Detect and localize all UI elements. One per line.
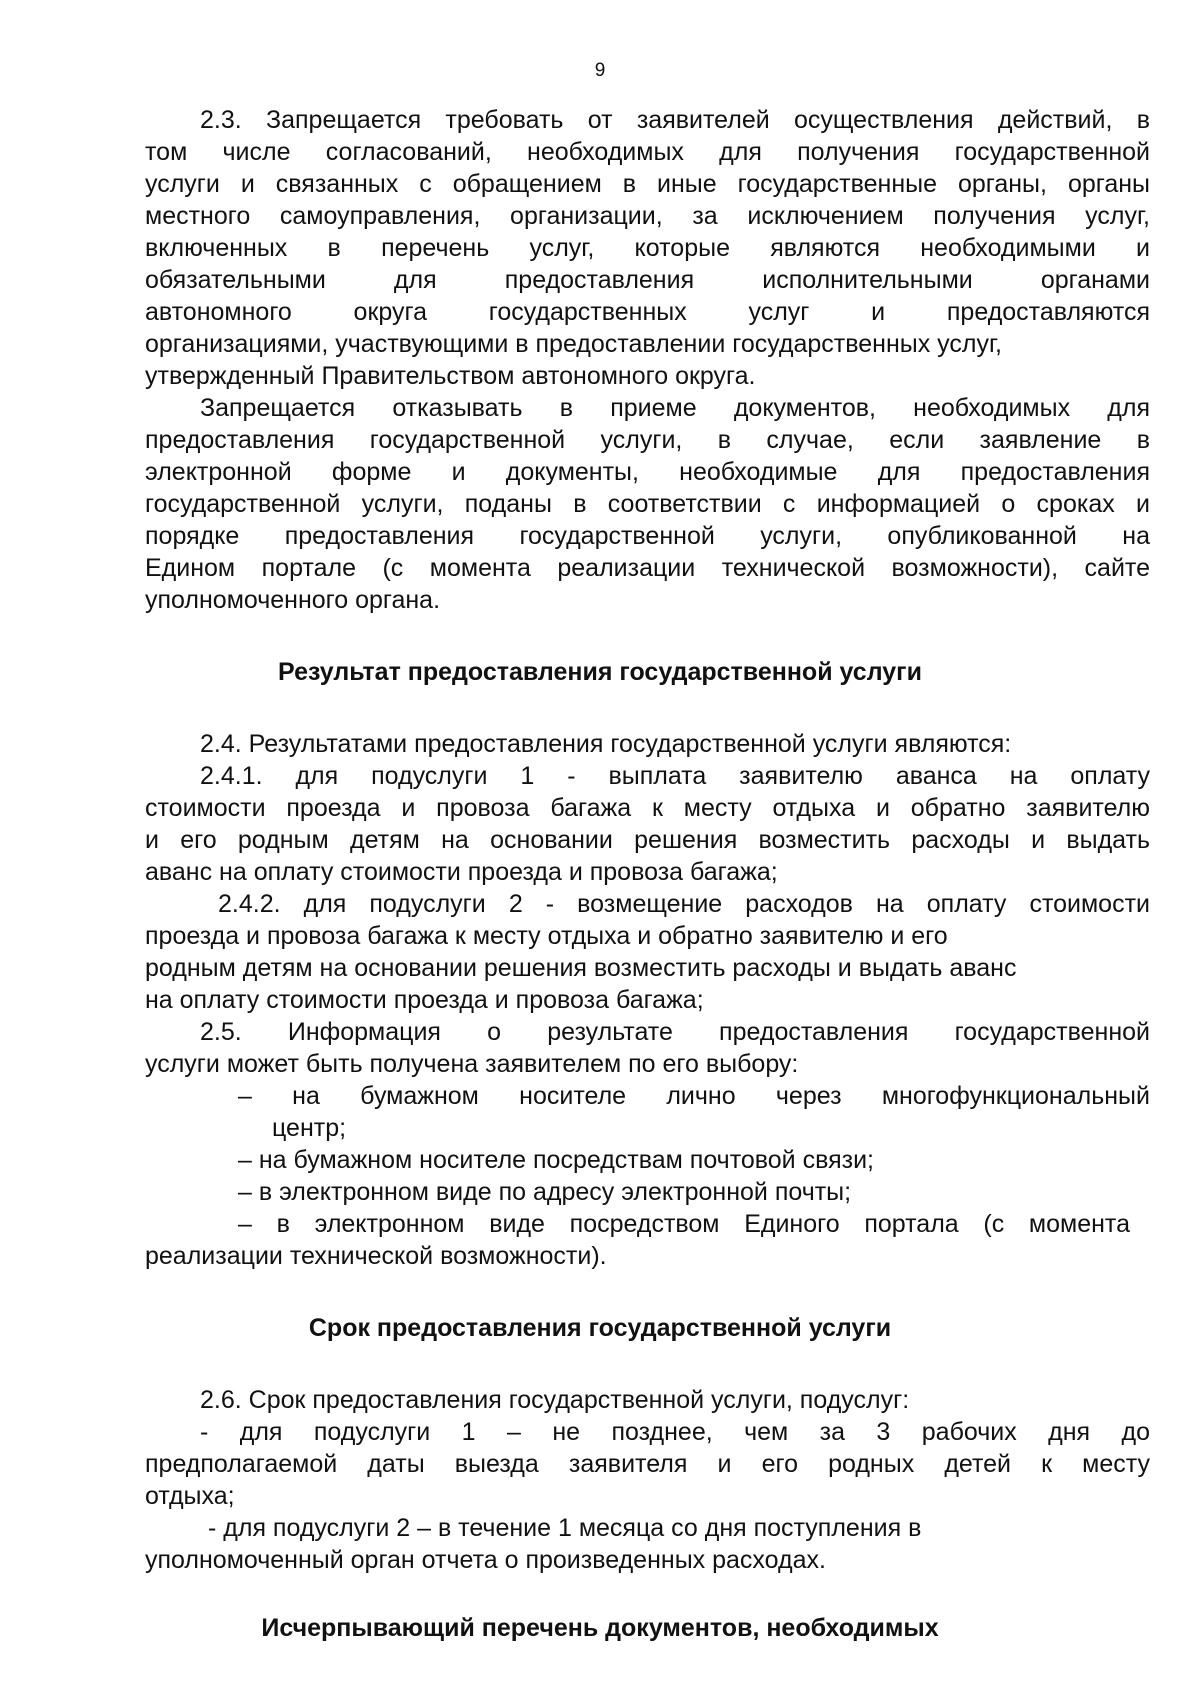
paragraph-line: предполагаемой даты выезда заявителя и его родных детей к месту [145, 1450, 1150, 1478]
paragraph-line: 2.5. Информация о результате предоставления государственной [200, 1018, 1150, 1046]
section-heading-result: Результат предоставления государственной услуги [278, 658, 922, 686]
paragraph-line: 2.3. Запрещается требовать от заявителей осуществления действий, в [200, 106, 1150, 134]
paragraph-line: том числе согласований, необходимых для получения государственной [145, 138, 1150, 166]
paragraph-line: Едином портале (с момента реализации технической возможности), сайте [145, 554, 1150, 582]
list-item-line: – на бумажном носителе лично через многофункциональный [238, 1082, 1150, 1110]
paragraph-line: местного самоуправления, организации, за исключением получения услуг, [145, 202, 1150, 230]
paragraph-line: Запрещается отказывать в приеме документов, необходимых для [200, 394, 1150, 422]
paragraph-line: электронной форме и документы, необходимые для предоставления [145, 458, 1150, 486]
paragraph-line: организациями, участвующими в предоставлении государственных услуг, [145, 330, 1002, 358]
paragraph-line: отдыха; [145, 1482, 235, 1510]
list-item-line: – на бумажном носителе посредствам почтовой связи; [238, 1146, 874, 1174]
paragraph-line: государственной услуги, поданы в соответствии с информацией о сроках и [145, 490, 1150, 518]
paragraph-line: родным детям на основании решения возместить расходы и выдать аванс [145, 954, 1017, 982]
paragraph-line: уполномоченный орган отчета о произведенных расходах. [145, 1546, 826, 1574]
paragraph-line: порядке предоставления государственной услуги, опубликованной на [145, 522, 1150, 550]
paragraph-line: 2.4.2. для подуслуги 2 - возмещение расходов на оплату стоимости [218, 890, 1150, 918]
paragraph-line: уполномоченного органа. [145, 586, 441, 614]
paragraph-line: и его родным детям на основании решения возместить расходы и выдать [145, 826, 1150, 854]
paragraph-line: проезда и провоза багажа к месту отдыха и обратно заявителю и его [145, 922, 948, 950]
paragraph-line: - для подуслуги 1 – не позднее, чем за 3 рабочих дня до [200, 1418, 1150, 1446]
paragraph-line: 2.4. Результатами предоставления государственной услуги являются: [200, 730, 1012, 758]
paragraph-line: реализации технической возможности). [145, 1242, 607, 1270]
list-item-line: – в электронном виде посредством Единого портала (с момента [238, 1210, 1130, 1238]
paragraph-line: утвержденный Правительством автономного округа. [145, 362, 756, 390]
paragraph-line: на оплату стоимости проезда и провоза багажа; [145, 986, 704, 1014]
page-number: 9 [594, 60, 606, 81]
list-item-line: – в электронном виде по адресу электронной почты; [238, 1178, 852, 1206]
paragraph-line: 2.4.1. для подуслуги 1 - выплата заявителю аванса на оплату [200, 762, 1150, 790]
paragraph-line: аванс на оплату стоимости проезда и провоза багажа; [145, 858, 778, 886]
paragraph-line: включенных в перечень услуг, которые являются необходимыми и [145, 234, 1150, 262]
paragraph-line: услуги может быть получена заявителем по его выбору: [145, 1050, 799, 1078]
section-heading-term: Срок предоставления государственной услуги [308, 1314, 892, 1342]
paragraph-line: предоставления государственной услуги, в случае, если заявление в [145, 426, 1150, 454]
paragraph-line: 2.6. Срок предоставления государственной услуги, подуслуг: [200, 1386, 910, 1414]
paragraph-line: - для подуслуги 2 – в течение 1 месяца со дня поступления в [208, 1514, 922, 1542]
section-heading-documents: Исчерпывающий перечень документов, необходимых [261, 1614, 939, 1642]
paragraph-line: автономного округа государственных услуг и предоставляются [145, 298, 1150, 326]
paragraph-line: услуги и связанных с обращением в иные государственные органы, органы [145, 170, 1150, 198]
list-item-line: центр; [272, 1114, 347, 1142]
paragraph-line: обязательными для предоставления исполнительными органами [145, 266, 1150, 294]
paragraph-line: стоимости проезда и провоза багажа к месту отдыха и обратно заявителю [145, 794, 1150, 822]
